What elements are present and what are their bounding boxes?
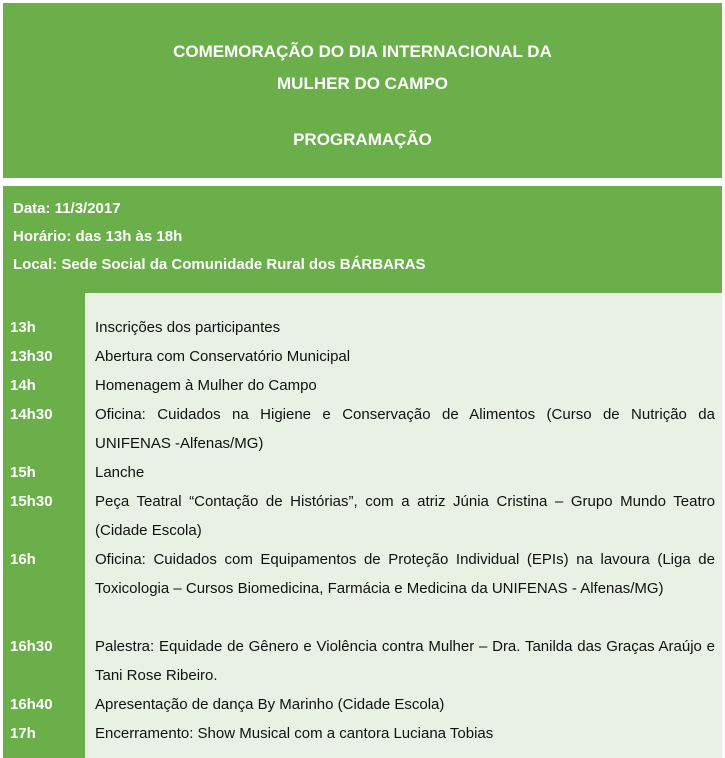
schedule-activity: Encerramento: Show Musical com a cantora Luciana Tobias [95,725,494,742]
event-title-line2: MULHER DO CAMPO [277,74,448,93]
program-heading: PROGRAMAÇÃO [293,130,432,149]
schedule-time: 17h [10,725,36,742]
event-hours: Horário: das 13h às 18h [13,228,183,245]
schedule-activity: Oficina: Cuidados com Equipamentos de Proteção Individual (EPIs) na lavoura (Liga de Toxicologia – Cursos Biomedicina, Farmácia e Medicina da UNIFENAS - Alfenas/MG) [95,551,715,597]
schedule-activity: Palestra: Equidade de Gênero e Violência contra Mulher – Dra. Tanilda das Graças Araújo e Tani Rose Ribeiro. [95,638,715,684]
event-title-line1: COMEMORAÇÃO DO DIA INTERNACIONAL DA [173,42,552,61]
schedule-activity: Abertura com Conservatório Municipal [95,348,351,365]
event-info-block [3,186,722,293]
title-block [3,3,722,178]
event-date: Data: 11/3/2017 [13,200,121,217]
schedule-time: 16h40 [10,696,53,713]
schedule-time: 13h30 [10,348,53,365]
schedule-activity: Lanche [95,464,145,481]
schedule-time: 16h [10,551,36,568]
schedule-time: 14h [10,377,36,394]
schedule-time: 15h30 [10,493,53,510]
schedule-activity: Homenagem à Mulher do Campo [95,377,317,394]
schedule-activity: Peça Teatral “Contação de Histórias”, com a atriz Júnia Cristina – Grupo Mundo Teatro (Cidade Escola) [95,493,715,539]
schedule-activity: Apresentação de dança By Marinho (Cidade Escola) [95,696,445,713]
schedule-time: 13h [10,319,36,336]
schedule-activity: Inscrições dos participantes [95,319,281,336]
schedule-time: 16h30 [10,638,53,655]
schedule-time: 15h [10,464,36,481]
event-location: Local: Sede Social da Comunidade Rural dos BÁRBARAS [13,256,426,273]
schedule-time: 14h30 [10,406,53,423]
schedule-activity: Oficina: Cuidados na Higiene e Conservação de Alimentos (Curso de Nutrição da UNIFENAS -Alfenas/MG) [95,406,715,452]
